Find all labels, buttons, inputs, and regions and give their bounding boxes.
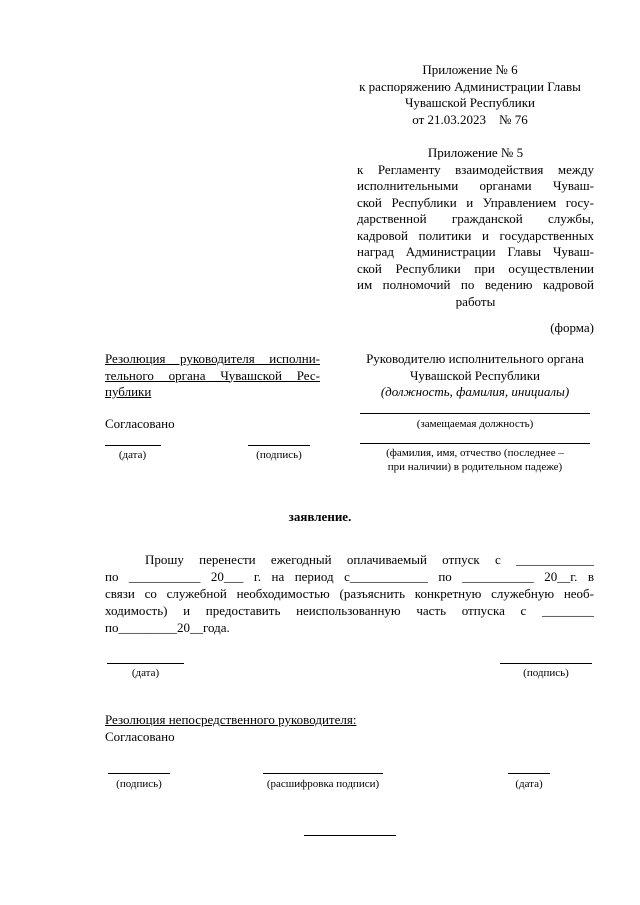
supervisor-signature-line bbox=[108, 773, 170, 774]
appendix-5-line: им полномочий по ведению кадровой bbox=[357, 277, 594, 292]
application-body bbox=[105, 551, 594, 636]
applicant-date-caption: (дата) bbox=[131, 667, 160, 679]
appendix-5-line: исполнительными органами Чуваш- bbox=[357, 178, 594, 193]
body-line-3: связи со служебной необходимостью (разъяснить конкретную служебную необ- bbox=[105, 586, 594, 601]
fio-caption bbox=[355, 446, 595, 474]
appendix-5-line: к Регламенту взаимодействия между bbox=[357, 161, 594, 177]
appendix-5-title: Приложение № 5 bbox=[427, 145, 524, 160]
appendix-5-line: дарственной гражданской службы, bbox=[357, 211, 594, 226]
appendix-5-header bbox=[357, 145, 594, 310]
document-title: заявление. bbox=[288, 509, 352, 524]
position-line bbox=[360, 413, 590, 414]
body-line-2: по ___________ 20___ г. на период с____________ по ___________ 20__г. в bbox=[105, 569, 594, 584]
head-agreed-label: Согласовано bbox=[105, 416, 175, 431]
appendix-6-line-4: от 21.03.2023 № 76 bbox=[412, 111, 528, 127]
head-resolution-line: публики bbox=[105, 384, 152, 399]
fio-caption-line-1: (фамилия, имя, отчество (последнее – bbox=[386, 447, 564, 459]
appendix-6-line-1: Приложение № 6 bbox=[422, 62, 518, 77]
head-date-line bbox=[105, 445, 161, 446]
supervisor-date-caption: (дата) bbox=[515, 778, 543, 790]
body-line-1: Прошу перенести ежегодный оплачиваемый отпуск с ____________ bbox=[145, 552, 594, 567]
appendix-6-header bbox=[340, 62, 600, 128]
addressee-line-1: Руководителю исполнительного органа bbox=[366, 351, 584, 366]
addressee-line-2: Чувашской Республики bbox=[409, 367, 541, 383]
head-date-caption: (дата) bbox=[118, 449, 147, 461]
form-label: (форма) bbox=[550, 320, 594, 335]
appendix-5-line: кадровой политики и государственных bbox=[357, 227, 594, 243]
appendix-5-line: ской Республики и Управлением госу- bbox=[357, 194, 594, 210]
appendix-5-last-line: работы bbox=[455, 293, 496, 309]
appendix-6-line-3: Чувашской Республики bbox=[404, 95, 536, 110]
head-resolution bbox=[105, 351, 320, 401]
position-caption: (замещаемая должность) bbox=[416, 418, 534, 430]
fio-line bbox=[360, 443, 590, 444]
head-resolution-line: Резолюция руководителя исполни- bbox=[105, 351, 320, 366]
applicant-signature-caption: (подпись) bbox=[523, 667, 569, 679]
head-signature-line bbox=[248, 445, 310, 446]
head-resolution-line: тельного органа Чувашской Рес- bbox=[105, 367, 320, 383]
applicant-date-line bbox=[107, 663, 184, 664]
appendix-5-line: наград Администрации Главы Чуваш- bbox=[357, 244, 594, 259]
addressee-line-3: (должность, фамилия, инициалы) bbox=[380, 384, 570, 399]
fio-caption-line-2: при наличии) в родительном падеже) bbox=[387, 461, 563, 473]
supervisor-resolution-title: Резолюция непосредственного руководителя: bbox=[105, 712, 357, 727]
supervisor-date-line bbox=[508, 773, 550, 774]
appendix-5-line: ской Республики при осуществлении bbox=[357, 260, 594, 276]
applicant-signature-line bbox=[500, 663, 592, 664]
body-line-5: по_________20__года. bbox=[105, 620, 230, 635]
body-line-4: ходимость) и предоставить неиспользованную часть отпуска с ________ bbox=[105, 603, 594, 618]
supervisor-agreed-label: Согласовано bbox=[105, 729, 175, 744]
head-signature-caption: (подпись) bbox=[256, 449, 302, 461]
appendix-6-line-2: к распоряжению Администрации Главы bbox=[359, 78, 581, 94]
bottom-separator-line bbox=[304, 835, 396, 836]
supervisor-signature-caption: (подпись) bbox=[116, 778, 162, 790]
supervisor-decoding-caption: (расшифровка подписи) bbox=[266, 778, 380, 790]
addressee-block bbox=[355, 351, 595, 401]
supervisor-decoding-line bbox=[263, 773, 383, 774]
